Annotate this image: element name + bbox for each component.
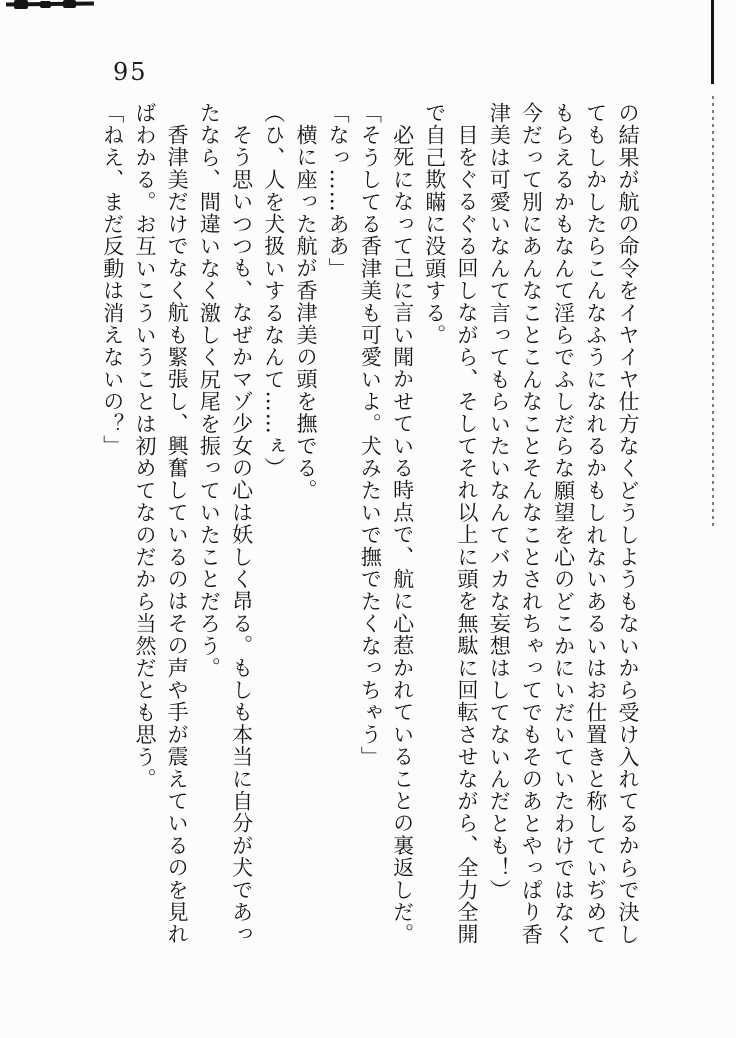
text-column: 「ねえ、まだ反動は消えないの？」 [100,102,125,458]
text-column: たなら、間違いなく激しく尻尾を振っていたことだろう。 [197,102,222,680]
text-column: 津美は可愛いなんて言ってもらいたいなんてバカな妄想はしてないんだとも！） [487,102,512,902]
text-column: 目をぐるぐる回しながら、そしてそれ以上に頭を無駄に回転させながら、全力全開 [454,124,479,946]
text-column: で自己欺瞞に没頭する。 [422,102,447,347]
text-column: 必死になって己に言い聞かせている時点で、航に心惹かれていることの裏返しだ。 [390,124,415,946]
text-column: 今だって別にあんなことこんなことそんなことされちゃってでもそのあとやっぱり香 [519,102,544,946]
text-column: 「そうしてる香津美も可愛いよ。犬みたいで撫でたくなっちゃう」 [358,102,383,768]
text-column: 香津美だけでなく航も緊張し、興奮しているのはその声や手が震えているのを見れ [165,124,190,946]
right-frame-line-solid [711,0,714,84]
text-column: （ひ、人を犬扱いするなんて……ぇ） [261,102,286,480]
scan-edge-artifact [40,1,51,8]
page-number: 95 [113,58,148,86]
text-column: そう思いつつも、なぜかマゾ少女の心は妖しく昂る。もしも本当に自分が犬であっ [229,124,254,946]
scan-edge-artifact [14,0,28,9]
right-frame-line-dashed [712,96,714,526]
text-column: もらえるかもなんて淫らでふしだらな願望を心のどこかにいだいていたわけではなく [551,102,576,946]
text-column: の結果が航の命令をイヤイヤ仕方なくどうしようもないから受け入れてるからで決し [616,102,640,946]
text-block [96,102,644,952]
scan-edge-artifact [63,0,76,8]
text-column: ばわかる。お互いこういうことは初めてなのだから当然だとも思う。 [132,102,157,791]
text-column: てもしかしたらこんなふうになれるかもしれないあるいはお仕置きと称していぢめて [583,102,608,946]
text-column: 横に座った航が香津美の頭を撫でる。 [293,124,318,502]
text-column: 「なっ……ああ」 [326,102,351,280]
